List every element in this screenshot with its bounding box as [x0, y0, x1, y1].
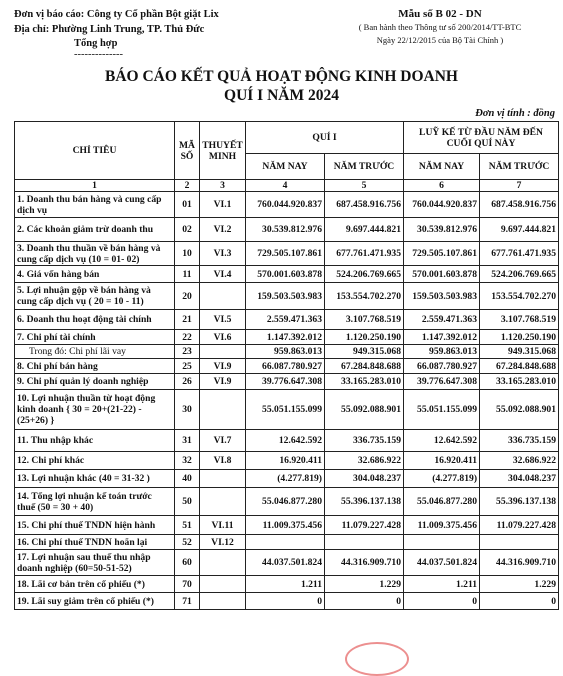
row-code: 32: [175, 452, 200, 470]
row-ytd-last-year: 0: [480, 593, 559, 610]
table-row: [15, 266, 559, 283]
row-label: 12. Chi phí khác: [15, 452, 175, 470]
row-code: 70: [175, 576, 200, 593]
row-note: [200, 283, 246, 310]
col-quarter-this-year: NĂM NAY: [246, 154, 325, 180]
row-quarter-last-year: 949.315.068: [325, 345, 404, 359]
table-row: [15, 535, 559, 550]
row-ytd-this-year: 30.539.812.976: [404, 218, 480, 242]
row-code: 52: [175, 535, 200, 550]
table-row: [15, 310, 559, 330]
row-quarter-this-year: 55.046.877.280: [246, 488, 325, 516]
col-ytd-this-year: NĂM NAY: [404, 154, 480, 180]
row-ytd-last-year: 9.697.444.821: [480, 218, 559, 242]
row-quarter-this-year: (4.277.819): [246, 470, 325, 488]
row-label: 11. Thu nhập khác: [15, 430, 175, 452]
table-row: [15, 470, 559, 488]
row-label: 3. Doanh thu thuần về bán hàng và cung cấp dịch vụ (10 = 01- 02): [15, 242, 175, 266]
row-quarter-last-year: 524.206.769.665: [325, 266, 404, 283]
row-quarter-last-year: 1.229: [325, 576, 404, 593]
table-row: [15, 192, 559, 218]
row-ytd-this-year: 1.147.392.012: [404, 330, 480, 345]
row-label: 17. Lợi nhuận sau thuế thu nhập doanh nghiệp (60=50-51-52): [15, 550, 175, 576]
row-note: [200, 488, 246, 516]
row-note: VI.9: [200, 374, 246, 390]
row-code: 21: [175, 310, 200, 330]
row-note: VI.6: [200, 330, 246, 345]
row-code: 30: [175, 390, 200, 430]
reporter-info: [14, 8, 219, 58]
row-note: [200, 576, 246, 593]
reporter-address: Địa chỉ: Phường Linh Trung, TP. Thủ Đức: [14, 23, 205, 35]
row-code: 20: [175, 283, 200, 310]
issued-line-2: Ngày 22/12/2015 của Bộ Tài Chính ): [376, 35, 504, 45]
row-ytd-last-year: 44.316.909.710: [480, 550, 559, 576]
table-row: [15, 242, 559, 266]
row-code: 02: [175, 218, 200, 242]
col-index: 2: [175, 180, 200, 192]
row-note: VI.2: [200, 218, 246, 242]
row-quarter-this-year: 760.044.920.837: [246, 192, 325, 218]
col-index: 1: [15, 180, 175, 192]
row-quarter-this-year: 1.147.392.012: [246, 330, 325, 345]
report-subtitle: QUÍ I NĂM 2024: [224, 87, 339, 104]
row-note: VI.4: [200, 266, 246, 283]
row-code: 71: [175, 593, 200, 610]
col-index: 3: [200, 180, 246, 192]
row-quarter-this-year: 66.087.780.927: [246, 359, 325, 374]
col-ytd-last-year: NĂM TRƯỚC: [480, 154, 559, 180]
row-code: 31: [175, 430, 200, 452]
row-code: 01: [175, 192, 200, 218]
column-index-row: [15, 180, 559, 192]
row-label: 14. Tổng lợi nhuận kế toán trước thuế (50 = 30 + 40): [15, 488, 175, 516]
row-label: 18. Lãi cơ bản trên cổ phiếu (*): [15, 576, 175, 593]
row-note: VI.8: [200, 452, 246, 470]
row-ytd-last-year: 55.396.137.138: [480, 488, 559, 516]
col-index: 6: [404, 180, 480, 192]
row-quarter-this-year: 39.776.647.308: [246, 374, 325, 390]
row-quarter-this-year: 11.009.375.456: [246, 516, 325, 535]
row-code: 51: [175, 516, 200, 535]
row-quarter-last-year: 9.697.444.821: [325, 218, 404, 242]
row-label: 4. Giá vốn hàng bán: [15, 266, 175, 283]
row-quarter-this-year: 44.037.501.824: [246, 550, 325, 576]
row-ytd-last-year: [480, 535, 559, 550]
row-ytd-this-year: 44.037.501.824: [404, 550, 480, 576]
col-item-header: CHỈ TIÊU: [15, 122, 175, 180]
row-ytd-this-year: 66.087.780.927: [404, 359, 480, 374]
row-label: 1. Doanh thu bán hàng và cung cấp dịch vụ: [15, 192, 175, 218]
row-code: 50: [175, 488, 200, 516]
header-dash: --------------: [74, 48, 123, 60]
row-ytd-last-year: 687.458.916.756: [480, 192, 559, 218]
col-quarter-last-year: NĂM TRƯỚC: [325, 154, 404, 180]
unit-label: Đơn vị tính : đồng: [475, 108, 555, 119]
table-row: [15, 593, 559, 610]
row-code: 11: [175, 266, 200, 283]
row-ytd-last-year: 1.229: [480, 576, 559, 593]
row-quarter-last-year: [325, 535, 404, 550]
row-quarter-this-year: 12.642.592: [246, 430, 325, 452]
row-note: [200, 593, 246, 610]
row-ytd-this-year: 760.044.920.837: [404, 192, 480, 218]
row-quarter-last-year: 1.120.250.190: [325, 330, 404, 345]
row-ytd-last-year: 3.107.768.519: [480, 310, 559, 330]
row-quarter-this-year: 159.503.503.983: [246, 283, 325, 310]
company-seal: [345, 642, 409, 676]
row-ytd-last-year: 55.092.088.901: [480, 390, 559, 430]
row-ytd-this-year: 729.505.107.861: [404, 242, 480, 266]
row-ytd-this-year: 39.776.647.308: [404, 374, 480, 390]
row-quarter-last-year: 153.554.702.270: [325, 283, 404, 310]
row-label: 13. Lợi nhuận khác (40 = 31-32 ): [15, 470, 175, 488]
table-row: [15, 345, 559, 359]
row-label: 8. Chi phí bán hàng: [15, 359, 175, 374]
row-code: 23: [175, 345, 200, 359]
row-ytd-this-year: 2.559.471.363: [404, 310, 480, 330]
row-ytd-this-year: 0: [404, 593, 480, 610]
table-row: [15, 550, 559, 576]
col-code-header: MÃ SỐ: [175, 122, 200, 180]
row-quarter-last-year: 336.735.159: [325, 430, 404, 452]
reporter-name: Đơn vị báo cáo: Công ty Cổ phần Bột giặt Lix: [14, 9, 219, 20]
form-number: Mẫu số B 02 - DN: [398, 8, 482, 20]
row-quarter-last-year: 677.761.471.935: [325, 242, 404, 266]
row-ytd-last-year: 11.079.227.428: [480, 516, 559, 535]
row-quarter-last-year: 3.107.768.519: [325, 310, 404, 330]
row-note: VI.11: [200, 516, 246, 535]
table-row: [15, 218, 559, 242]
row-quarter-last-year: 687.458.916.756: [325, 192, 404, 218]
row-ytd-last-year: 1.120.250.190: [480, 330, 559, 345]
row-note: VI.5: [200, 310, 246, 330]
row-label: 9. Chi phí quản lý doanh nghiệp: [15, 374, 175, 390]
row-label: 15. Chi phí thuế TNDN hiện hành: [15, 516, 175, 535]
table-row: [15, 430, 559, 452]
row-quarter-this-year: [246, 535, 325, 550]
row-quarter-last-year: 11.079.227.428: [325, 516, 404, 535]
col-index: 7: [480, 180, 559, 192]
row-label: 2. Các khoản giảm trừ doanh thu: [15, 218, 175, 242]
row-note: VI.9: [200, 359, 246, 374]
col-index: 4: [246, 180, 325, 192]
row-ytd-this-year: 11.009.375.456: [404, 516, 480, 535]
row-ytd-last-year: 336.735.159: [480, 430, 559, 452]
table-row: [15, 576, 559, 593]
row-ytd-last-year: 949.315.068: [480, 345, 559, 359]
row-quarter-this-year: 959.863.013: [246, 345, 325, 359]
row-quarter-this-year: 2.559.471.363: [246, 310, 325, 330]
row-code: 10: [175, 242, 200, 266]
row-ytd-this-year: 570.001.603.878: [404, 266, 480, 283]
table-row: [15, 283, 559, 310]
row-quarter-last-year: 0: [325, 593, 404, 610]
col-note-header: THUYẾT MINH: [200, 122, 246, 180]
row-quarter-last-year: 304.048.237: [325, 470, 404, 488]
row-ytd-last-year: 524.206.769.665: [480, 266, 559, 283]
row-note: VI.7: [200, 430, 246, 452]
row-code: 26: [175, 374, 200, 390]
row-quarter-this-year: 729.505.107.861: [246, 242, 325, 266]
income-statement-table: [14, 121, 559, 610]
row-ytd-this-year: 1.211: [404, 576, 480, 593]
row-label: 19. Lãi suy giảm trên cổ phiếu (*): [15, 593, 175, 610]
row-quarter-last-year: 67.284.848.688: [325, 359, 404, 374]
row-quarter-last-year: 55.092.088.901: [325, 390, 404, 430]
row-label: 10. Lợi nhuận thuần từ hoạt động kinh doanh { 30 = 20+(21-22) - (25+26) }: [15, 390, 175, 430]
row-ytd-last-year: 33.165.283.010: [480, 374, 559, 390]
row-ytd-this-year: 959.863.013: [404, 345, 480, 359]
row-ytd-this-year: 12.642.592: [404, 430, 480, 452]
table-row: [15, 452, 559, 470]
table-body: [15, 192, 559, 610]
row-ytd-last-year: 67.284.848.688: [480, 359, 559, 374]
table-row: [15, 390, 559, 430]
row-ytd-this-year: 159.503.503.983: [404, 283, 480, 310]
row-quarter-this-year: 30.539.812.976: [246, 218, 325, 242]
row-code: 25: [175, 359, 200, 374]
col-quarter-header: QUÍ I: [246, 122, 404, 154]
row-note: [200, 550, 246, 576]
row-quarter-this-year: 16.920.411: [246, 452, 325, 470]
row-note: [200, 470, 246, 488]
col-index: 5: [325, 180, 404, 192]
row-label: 16. Chi phí thuế TNDN hoãn lại: [15, 535, 175, 550]
row-ytd-last-year: 32.686.922: [480, 452, 559, 470]
row-note: VI.1: [200, 192, 246, 218]
row-quarter-this-year: 55.051.155.099: [246, 390, 325, 430]
row-quarter-this-year: 570.001.603.878: [246, 266, 325, 283]
col-ytd-header: LUỸ KẾ TỪ ĐẦU NĂM ĐẾN CUỐI QUÍ NÀY: [404, 122, 559, 154]
row-code: 22: [175, 330, 200, 345]
issued-line-1: ( Ban hành theo Thông tư số 200/2014/TT-BTC: [358, 22, 522, 32]
table-row: [15, 488, 559, 516]
consolidated-label: Tổng hợp: [74, 38, 118, 49]
table-row: [15, 359, 559, 374]
row-quarter-last-year: 32.686.922: [325, 452, 404, 470]
row-quarter-this-year: 1.211: [246, 576, 325, 593]
row-ytd-this-year: 16.920.411: [404, 452, 480, 470]
row-quarter-last-year: 55.396.137.138: [325, 488, 404, 516]
row-code: 60: [175, 550, 200, 576]
row-ytd-this-year: 55.051.155.099: [404, 390, 480, 430]
row-quarter-last-year: 33.165.283.010: [325, 374, 404, 390]
row-label: 7. Chi phí tài chính: [15, 330, 175, 345]
row-ytd-this-year: (4.277.819): [404, 470, 480, 488]
report-title: BÁO CÁO KẾT QUẢ HOẠT ĐỘNG KINH DOANH: [105, 68, 458, 85]
row-ytd-last-year: 677.761.471.935: [480, 242, 559, 266]
row-ytd-last-year: 304.048.237: [480, 470, 559, 488]
row-note: [200, 390, 246, 430]
table-row: [15, 516, 559, 535]
row-ytd-last-year: 153.554.702.270: [480, 283, 559, 310]
row-label: 6. Doanh thu hoạt động tài chính: [15, 310, 175, 330]
row-label: Trong đó: Chi phí lãi vay: [15, 345, 175, 359]
row-quarter-this-year: 0: [246, 593, 325, 610]
row-ytd-this-year: [404, 535, 480, 550]
row-ytd-this-year: 55.046.877.280: [404, 488, 480, 516]
table-row: [15, 330, 559, 345]
form-info: [330, 8, 550, 47]
row-code: 40: [175, 470, 200, 488]
row-note: [200, 345, 246, 359]
row-note: VI.12: [200, 535, 246, 550]
row-label: 5. Lợi nhuận gộp về bán hàng và cung cấp dịch vụ ( 20 = 10 - 11): [15, 283, 175, 310]
table-row: [15, 374, 559, 390]
row-quarter-last-year: 44.316.909.710: [325, 550, 404, 576]
row-note: VI.3: [200, 242, 246, 266]
